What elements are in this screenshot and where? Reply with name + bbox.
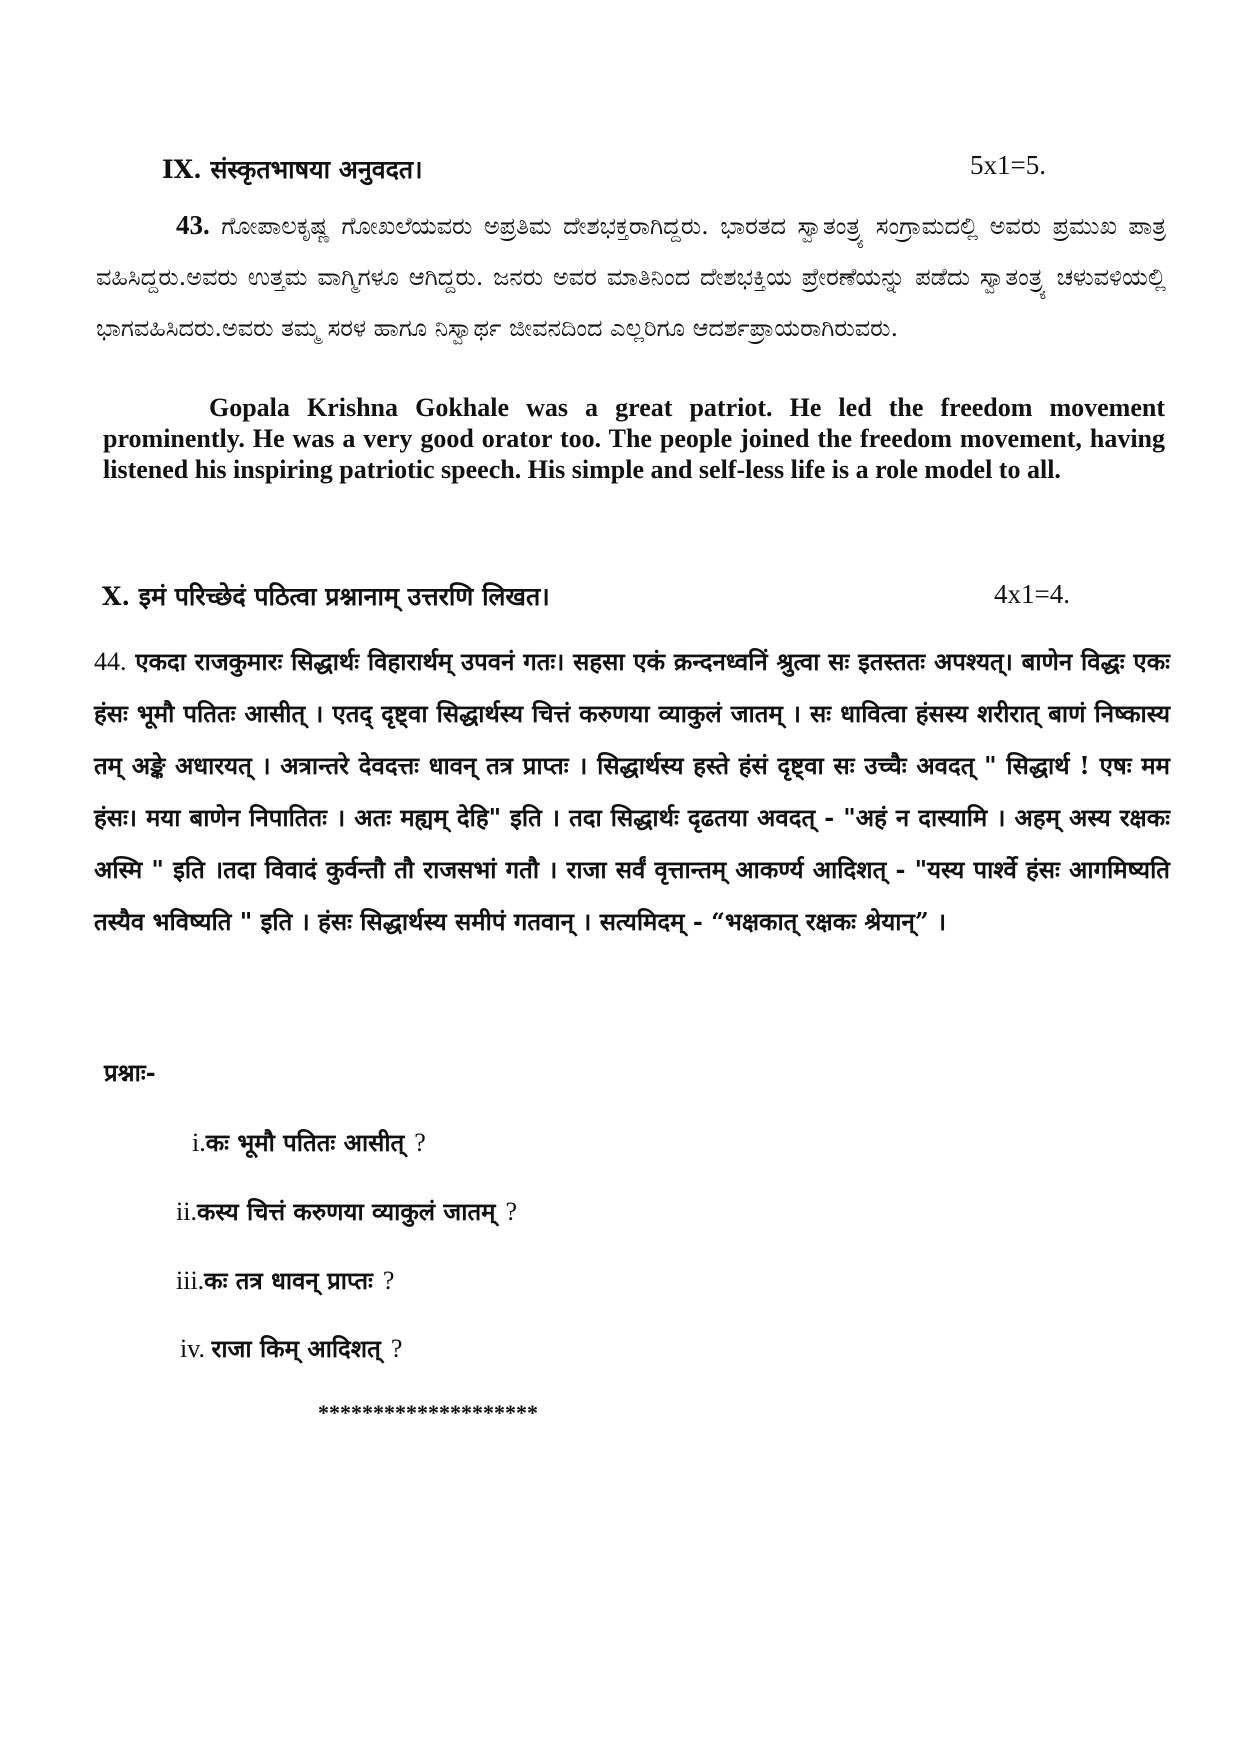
question-mark: ? bbox=[390, 1334, 403, 1363]
section-x-marks: 4x1=4. bbox=[994, 579, 1070, 609]
q43-kannada-paragraph bbox=[96, 200, 1166, 354]
q44-passage bbox=[94, 636, 1170, 948]
section-ix-heading: IX. संस्कृतभाषया अनुवदत। bbox=[162, 155, 423, 184]
question-number: ii. bbox=[176, 1197, 197, 1226]
question-item bbox=[176, 1195, 517, 1228]
question-mark: ? bbox=[414, 1128, 426, 1157]
question-item bbox=[192, 1126, 426, 1159]
question-number: iii. bbox=[176, 1266, 205, 1295]
q43-kannada-text: ಗೋಪಾಲಕೃಷ್ಣ ಗೋಖಲೆಯವರು ಅಪ್ರತಿಮ ದೇಶಭಕ್ತರಾಗಿದ್ದರು. ಭಾರತದ ಸ್ವಾತಂತ್ರ್ಯ ಸಂಗ್ರಾಮದಲ್ಲಿ ಅವರು ಪ್ರಮುಖ ಪಾತ್ರ ವಹಿಸಿದ್ದರು.ಅವರು ಉತ್ತಮ ವಾಗ್ಮಿಗಳೂ ಆಗಿದ್ದರು. ಜನರು ಅವರ ಮಾತಿನಿಂದ ದೇಶಭಕ್ತಿಯ ಪ್ರೇರಣೆಯನ್ನು ಪಡೆದು ಸ್ವಾತಂತ್ರ್ಯ ಚಳುವಳಿಯಲ್ಲಿ ಭಾಗವಹಿಸಿದರು.ಅವರು ತಮ್ಮ ಸರಳ ಹಾಗೂ ನಿಸ್ವಾರ್ಥ ಜೀವನದಿಂದ ಎಲ್ಲರಿಗೂ ಆದರ್ಶಪ್ರಾಯರಾಗಿರುವರು. bbox=[96, 212, 1167, 342]
q44-passage-text: एकदा राजकुमारः सिद्धार्थः विहारार्थम् उपवनं गतः। सहसा एकं क्रन्दनध्वनिं श्रुत्वा सः इतस्ततः अपश्यत्। बाणेन विद्धः एकः हंसः भूमौ पतितः आसीत् । एतद् दृष्ट्वा सिद्धार्थस्य चित्तं करुणया व्याकुलं जातम् । सः धावित्वा हंसस्य शरीरात् बाणं निष्कास्य तम् अङ्के अधारयत् । अत्रान्तरे देवदत्तः धावन् तत्र प्राप्तः । सिद्धार्थस्य हस्ते हंसं दृष्ट्वा सः उच्चैः अवदत् " सिद्धार्थ ! एषः मम हंसः। मया बाणेन निपातितः । अतः मह्यम् देहि" इति । तदा सिद्धार्थः दृढतया अवदत् - "अहं न दास्यामि । अहम् अस्य रक्षकः अस्मि " इति ।तदा विवादं कुर्वन्तौ तौ राजसभां गतौ । राजा सर्वं वृत्तान्तम् आकर्ण्य आदिशत् - "यस्य पार्श्वे हंसः आगमिष्यति तस्यैव भविष्यति " इति । हंसः सिद्धार्थस्य समीपं गतवान् । सत्यमिदम् - “भक्षकात् रक्षकः श्रेयान्” । bbox=[94, 647, 1170, 936]
q43-english-paragraph: Gopala Krishna Gokhale was a great patriot. He led the freedom movement prominently. He was a very good orator too. The people joined the freedom movement, having listened his inspiring patriotic speech. His simple and self-less life is a role model to all. bbox=[103, 393, 1165, 484]
question-mark: ? bbox=[382, 1266, 395, 1295]
question-text: राजा किम् आदिशत् bbox=[211, 1334, 381, 1363]
q43-number: 43. bbox=[176, 210, 210, 240]
question-text: कस्य चित्तं करुणया व्याकुलं जातम् bbox=[196, 1197, 496, 1226]
question-text: कः भूमौ पतितः आसीत् bbox=[205, 1128, 405, 1157]
section-ix-marks: 5x1=5. bbox=[970, 150, 1046, 180]
question-mark: ? bbox=[505, 1197, 518, 1226]
question-item bbox=[180, 1332, 402, 1365]
question-text: कः तत्र धावन् प्राप्तः bbox=[204, 1266, 373, 1295]
question-number: iv. bbox=[180, 1334, 212, 1363]
q44-number: 44. bbox=[94, 647, 127, 676]
question-number: i. bbox=[192, 1128, 206, 1157]
questions-label: प्रश्नाः- bbox=[104, 1058, 156, 1087]
question-item bbox=[176, 1264, 394, 1297]
end-stars: ******************** bbox=[318, 1400, 538, 1425]
section-x-heading: X. इमं परिच्छेदं पठित्वा प्रश्नानाम् उत्तरणि लिखत। bbox=[102, 582, 550, 611]
